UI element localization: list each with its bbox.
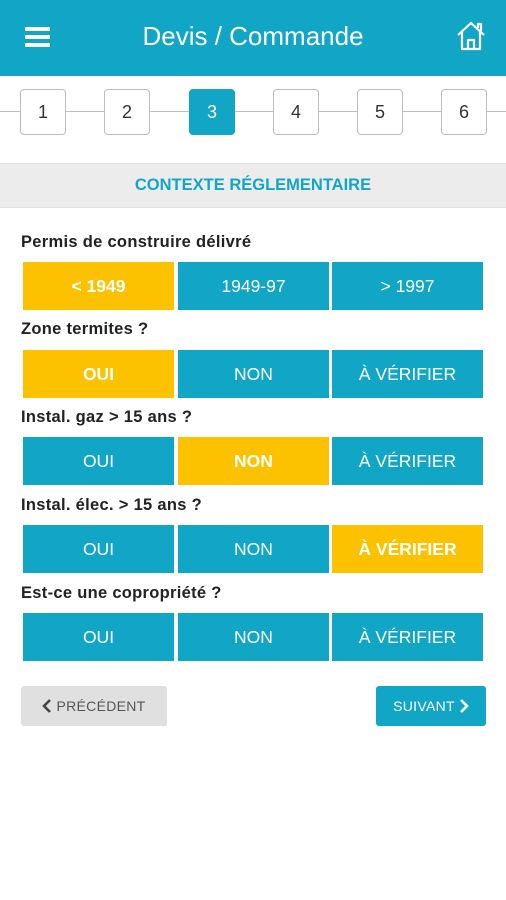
step-4[interactable]: 4 (273, 89, 319, 135)
previous-button-label: PRÉCÉDENT (56, 698, 146, 714)
option-oui[interactable]: OUI (23, 350, 174, 398)
option-non[interactable]: NON (178, 613, 329, 661)
question-label-permis: Permis de construire délivré (21, 233, 252, 251)
step-6[interactable]: 6 (441, 89, 487, 135)
option-after-1997[interactable]: > 1997 (332, 262, 483, 310)
step-1[interactable]: 1 (20, 89, 66, 135)
step-3[interactable]: 3 (189, 89, 235, 135)
stepper-line (0, 111, 506, 112)
step-5[interactable]: 5 (357, 89, 403, 135)
option-oui[interactable]: OUI (23, 437, 174, 485)
previous-button[interactable] (21, 686, 167, 726)
home-icon[interactable] (455, 20, 487, 52)
option-non[interactable]: NON (178, 525, 329, 573)
option-a-verifier[interactable]: À VÉRIFIER (332, 525, 483, 573)
chevron-left-icon (42, 699, 52, 713)
question-label-elec: Instal. élec. > 15 ans ? (21, 496, 202, 514)
question-label-copropriete: Est-ce une copropriété ? (21, 584, 222, 602)
option-group-termites (23, 350, 483, 398)
next-button-label: SUIVANT (393, 698, 455, 714)
option-oui[interactable]: OUI (23, 613, 174, 661)
option-group-gaz (23, 437, 483, 485)
option-group-permis (23, 262, 483, 310)
option-1949-97[interactable]: 1949-97 (178, 262, 329, 310)
option-a-verifier[interactable]: À VÉRIFIER (332, 613, 483, 661)
option-non[interactable]: NON (178, 437, 329, 485)
page-title: Devis / Commande (142, 21, 364, 51)
option-oui[interactable]: OUI (23, 525, 174, 573)
question-label-gaz: Instal. gaz > 15 ans ? (21, 408, 193, 426)
option-a-verifier[interactable]: À VÉRIFIER (332, 350, 483, 398)
next-button[interactable] (376, 686, 486, 726)
option-group-copropriete (23, 613, 483, 661)
app-header (0, 0, 506, 76)
option-group-elec (23, 525, 483, 573)
option-a-verifier[interactable]: À VÉRIFIER (332, 437, 483, 485)
step-indicator (0, 89, 506, 135)
step-2[interactable]: 2 (104, 89, 150, 135)
question-label-termites: Zone termites ? (21, 320, 149, 338)
option-before-1949[interactable]: < 1949 (23, 262, 174, 310)
chevron-right-icon (459, 699, 469, 713)
section-title: CONTEXTE RÉGLEMENTAIRE (0, 163, 506, 208)
option-non[interactable]: NON (178, 350, 329, 398)
